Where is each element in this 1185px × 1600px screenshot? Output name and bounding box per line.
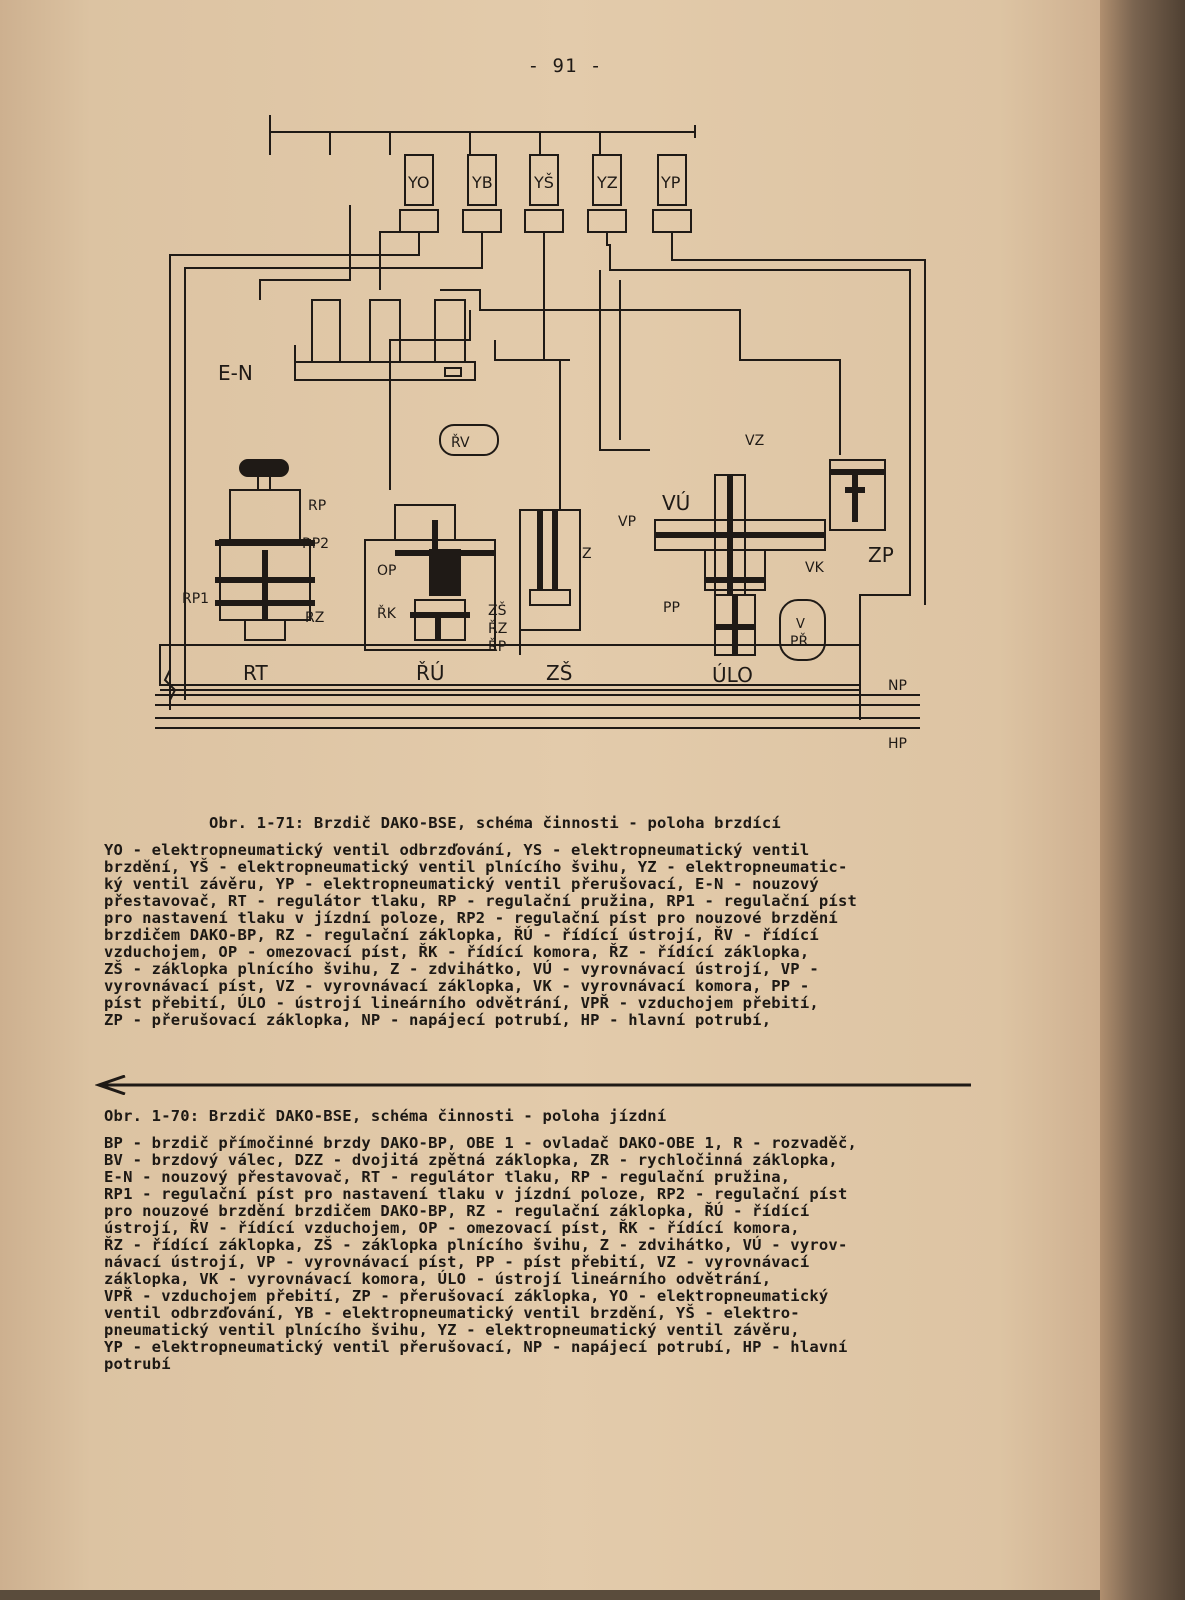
label-rz: RZ <box>305 610 325 626</box>
label-rz2: ŘZ <box>488 621 508 637</box>
label-en: E-N <box>218 361 253 385</box>
caption-line: BP - brzdič přímočinné brzdy DAKO-BP, OBE 1 - ovladač DAKO-OBE 1, R - rozvaděč, <box>104 1134 858 1152</box>
caption-line: návací ústrojí, VP - vyrovnávací píst, PP - píst přebití, VZ - vyrovnávací <box>104 1253 810 1271</box>
caption-line: pro nastavení tlaku v jízdní poloze, RP2 - regulační píst pro nouzové brzdění <box>104 909 838 927</box>
label-rp-small: ŘP <box>488 639 507 655</box>
label-rp2: RP2 <box>302 536 330 552</box>
label-yb: YB <box>472 173 493 192</box>
label-rp: RP <box>308 498 327 514</box>
caption-line: BV - brzdový válec, DZZ - dvojitá zpětná záklopka, ZR - rychločinná záklopka, <box>104 1151 838 1169</box>
label-ru: ŘÚ <box>416 661 445 685</box>
left-arrow-divider <box>95 1075 975 1095</box>
label-ulo: ÚLO <box>712 663 753 687</box>
caption-line: E-N - nouzový přestavovač, RT - regulátor tlaku, RP - regulační pružina, <box>104 1168 791 1186</box>
label-ys: YŠ <box>534 173 554 192</box>
label-v: V <box>796 617 805 632</box>
caption-line: ŘZ - řídící záklopka, ZŠ - záklopka plnícího švihu, Z - zdvihátko, VÚ - vyrov- <box>104 1236 848 1254</box>
label-op: OP <box>377 563 397 579</box>
caption-line: pneumatický ventil plnícího švihu, YZ - elektropneumatický ventil závěru, <box>104 1321 800 1339</box>
label-np: NP <box>888 678 907 694</box>
label-rt: RT <box>243 661 268 685</box>
label-rk: ŘK <box>377 606 396 622</box>
caption-line: záklopka, VK - vyrovnávací komora, ÚLO - ústrojí lineárního odvětrání, <box>104 1270 772 1288</box>
caption-line: potrubí <box>104 1355 171 1373</box>
caption-line: RP1 - regulační píst pro nastavení tlaku v jízdní poloze, RP2 - regulační píst <box>104 1185 848 1203</box>
label-pp: PP <box>663 600 680 616</box>
label-yo: YO <box>408 173 430 192</box>
label-zs-small: ZŠ <box>488 603 507 619</box>
brake-schematic-diagram <box>140 110 960 770</box>
caption-line: pro nouzové brzdění brzdičem DAKO-BP, RZ - regulační záklopka, ŘÚ - řídící <box>104 1202 810 1220</box>
label-rv: ŘV <box>451 435 470 451</box>
caption-line: VPŘ - vzduchojem přebití, ZP - přerušovací záklopka, YO - elektropneumatický <box>104 1287 829 1305</box>
caption-line: přestavovač, RT - regulátor tlaku, RP - regulační pružina, RP1 - regulační píst <box>104 892 858 910</box>
page-number: - 91 - <box>527 55 603 77</box>
caption-line: brzdění, YŠ - elektropneumatický ventil plnícího švihu, YZ - elektropneumatic- <box>104 858 848 876</box>
caption-line: ventil odbrzďování, YB - elektropneumatický ventil brzdění, YŠ - elektro- <box>104 1304 800 1322</box>
caption-line: vzduchojem, OP - omezovací píst, ŘK - řídící komora, ŘZ - řídící záklopka, <box>104 943 810 961</box>
caption-line: ký ventil závěru, YP - elektropneumatický ventil přerušovací, E-N - nouzový <box>104 875 819 893</box>
figure-caption-1-70 <box>104 1108 1004 1373</box>
caption-line: ústrojí, ŘV - řídící vzduchojem, OP - omezovací píst, ŘK - řídící komora, <box>104 1219 800 1237</box>
label-vk: VK <box>805 560 824 576</box>
caption-line: vyrovnávací píst, VZ - vyrovnávací záklopka, VK - vyrovnávací komora, PP - <box>104 977 810 995</box>
caption-line: YO - elektropneumatický ventil odbrzďování, YS - elektropneumatický ventil <box>104 841 810 859</box>
label-yp: YP <box>661 173 681 192</box>
label-z: Z <box>582 546 592 562</box>
caption-line: YP - elektropneumatický ventil přerušovací, NP - napájecí potrubí, HP - hlavní <box>104 1338 848 1356</box>
book-binding-edge <box>1100 0 1185 1600</box>
figure-caption-1-71 <box>104 815 1004 1029</box>
label-yz: YZ <box>597 173 618 192</box>
caption-line: ZŠ - záklopka plnícího švihu, Z - zdvihátko, VÚ - vyrovnávací ústrojí, VP - <box>104 960 819 978</box>
caption-line: píst přebití, ÚLO - ústrojí lineárního odvětrání, VPŘ - vzduchojem přebití, <box>104 994 819 1012</box>
caption-title: Obr. 1-70: Brzdič DAKO-BSE, schéma činnosti - poloha jízdní <box>104 1107 667 1125</box>
label-vp: VP <box>618 514 637 530</box>
label-rp1: RP1 <box>182 591 210 607</box>
caption-line: ZP - přerušovací záklopka, NP - napájecí potrubí, HP - hlavní potrubí, <box>104 1011 772 1029</box>
label-pr: PŘ <box>790 634 809 650</box>
label-vu: VÚ <box>662 491 691 515</box>
caption-line: brzdičem DAKO-BP, RZ - regulační záklopka, ŘÚ - řídící ústrojí, ŘV - řídící <box>104 926 819 944</box>
label-hp: HP <box>888 736 907 752</box>
label-vz: VZ <box>745 433 765 449</box>
label-zs: ZŠ <box>546 661 573 685</box>
label-zp: ZP <box>868 543 894 567</box>
caption-title: Obr. 1-71: Brzdič DAKO-BSE, schéma činnosti - poloha brzdící <box>209 814 781 832</box>
